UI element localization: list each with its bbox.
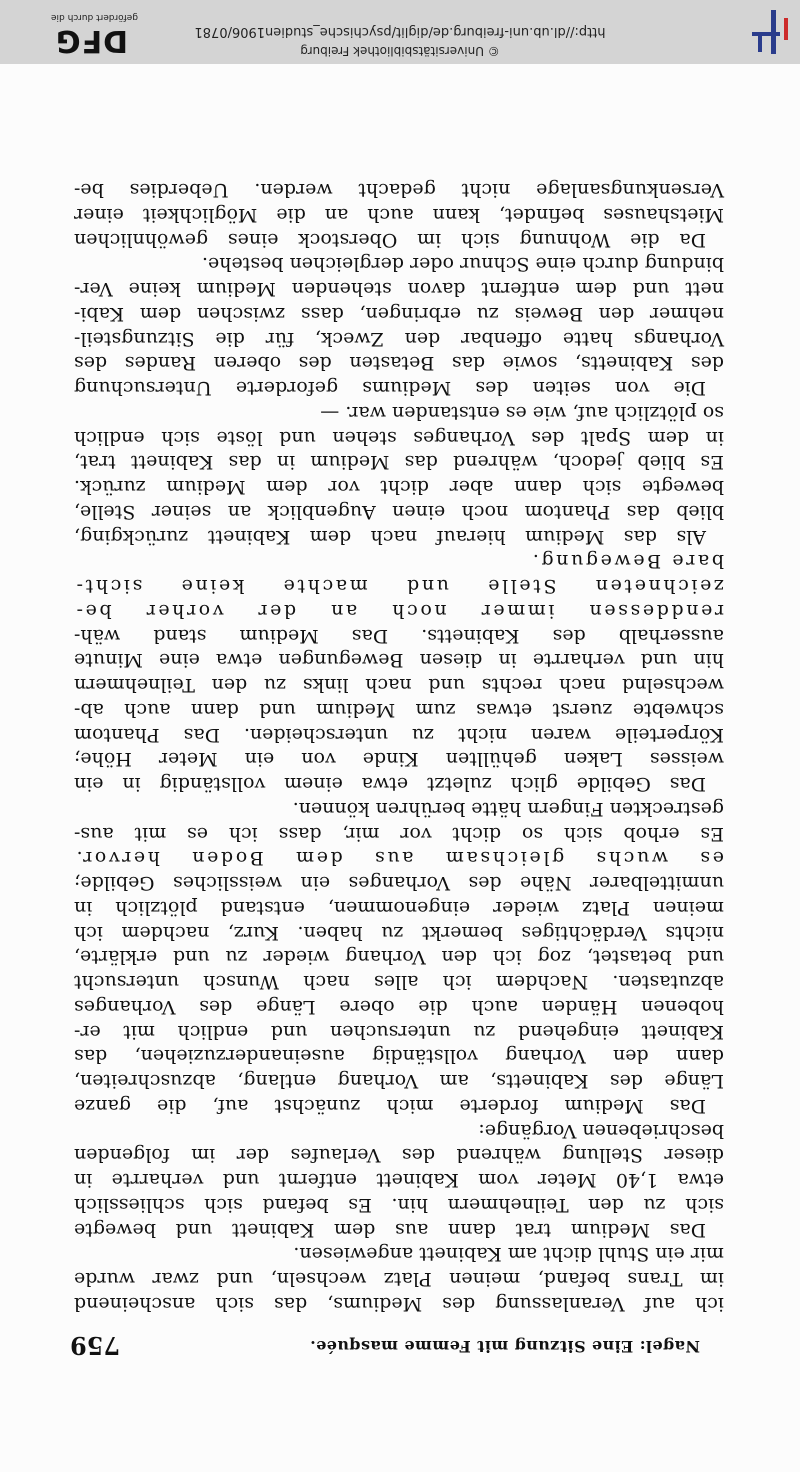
page-number: 759 bbox=[70, 1331, 121, 1360]
text-line: meinen Platz wieder eingenommen, entstand plötzlich in bbox=[74, 897, 724, 919]
text-line: Das Gebilde glich zuletzt etwa einem vollständig in ein bbox=[74, 773, 706, 796]
text-line: und betastet, zog ich den Vorhang wieder zu und erklärte, bbox=[74, 946, 724, 969]
ub-freiburg-logo-icon[interactable] bbox=[750, 6, 792, 58]
text-line: unmittelbarer Nähe des Vorhanges ein weissliches Gebilde; bbox=[74, 872, 724, 895]
text-line: hin und verharrte in diesen Bewegungen etwa eine Minute bbox=[74, 649, 724, 672]
text-line: Die von seiten des Mediums geforderte Untersuchung bbox=[74, 377, 706, 400]
text-line: etwa 1,40 Meter vom Kabinett entfernt und verharrte in bbox=[74, 1169, 724, 1192]
text-line: es wuchs gleichsam aus dem Boden hervor. bbox=[74, 847, 724, 870]
footer-text bbox=[190, 20, 610, 60]
text-line: Mietshauses befindet, kann auch an die Möglichkeit einer bbox=[74, 204, 724, 226]
running-head-title: Nagel: Eine Sitzung mit Femme masquée. bbox=[309, 1337, 700, 1356]
running-head bbox=[70, 1326, 700, 1360]
text-line: bewegte sich dann aber dicht vor dem Medium zurück. bbox=[74, 476, 724, 499]
text-line: mir ein Stuhl dicht am Kabinett angewiesen. bbox=[293, 1243, 724, 1266]
dfg-logo[interactable] bbox=[14, 12, 138, 58]
footer-url-link[interactable]: http://dl.ub.uni-freiburg.de/diglit/psychische_studien1906/0781 bbox=[194, 24, 606, 39]
text-line: so plötzlich auf, wie es entstanden war. — bbox=[320, 402, 724, 424]
body-text bbox=[74, 178, 724, 1317]
text-line: Kabinett eingehend zu untersuchen und endlich mit er- bbox=[74, 1020, 724, 1043]
text-line: des Kabinetts, sowie das Betasten des oberen Randes des bbox=[74, 352, 724, 375]
text-line: Versenkungsanlage nicht gedacht werden. Ueberdies be- bbox=[74, 179, 724, 202]
text-line: zeichneten Stelle und machte keine sicht- bbox=[74, 575, 724, 598]
text-line: Länge des Kabinetts, am Vorhang entlang, abzuschreiten, bbox=[74, 1070, 724, 1093]
text-line: ich auf Veranlassung des Mediums, das sich anscheinend bbox=[74, 1293, 724, 1315]
text-line: Es blieb jedoch, während das Medium in das Kabinett trat, bbox=[74, 451, 724, 474]
text-line: bindung durch eine Schnur oder dergleichen bestehe. bbox=[201, 253, 724, 276]
text-line: Da die Wohnung sich im Oberstock eines gewöhnlichen bbox=[74, 228, 706, 251]
text-line: wechselnd nach rechts und nach links zu den Teilnehmern bbox=[74, 674, 724, 697]
text-line: gestreckten Fingern hätte berühren können. bbox=[292, 798, 724, 820]
dfg-logo-mark: DFG bbox=[54, 23, 128, 58]
text-line: Es erhob sich so dicht vor mir, dass ich es mit aus- bbox=[74, 822, 724, 845]
text-line: Das Medium trat dann aus dem Kabinett und bewegte bbox=[74, 1218, 706, 1241]
text-line: blieb das Phantom noch einen Augenblick an seiner Stelle, bbox=[74, 501, 724, 523]
text-line: dann den Vorhang vollständig auseinanderzuziehen, das bbox=[74, 1045, 724, 1068]
text-line: hobenen Händen auch die obere Länge des Vorhanges bbox=[74, 996, 724, 1018]
dfg-logo-subtitle: gefördert durch die bbox=[51, 12, 138, 22]
text-line: nehmer den Beweis zu erbringen, dass zwischen dem Kabi- bbox=[74, 303, 724, 325]
footer-copyright: © Universitätsbibliothek Freiburg bbox=[300, 44, 500, 58]
text-line: sich zu den Teilnehmern hin. Es befand sich schliesslich bbox=[74, 1194, 724, 1216]
text-line: bare Bewegung. bbox=[530, 550, 724, 573]
text-line: Vorhangs hatte offenbar den Zweck, für die Sitzungsteil- bbox=[74, 327, 724, 350]
text-line: abzutasten. Nachdem ich alles nach Wunsch untersucht bbox=[74, 971, 724, 994]
text-line: nett und dem entfernt davon stehenden Medium keine Ver- bbox=[74, 278, 724, 301]
text-line: schwebte zuerst etwas zum Medium und dann auch ab- bbox=[74, 699, 724, 721]
text-line: Das Medium forderte mich zunächst auf, die ganze bbox=[74, 1095, 706, 1117]
text-line: im Trans befand, meinen Platz wechseln, und zwar wurde bbox=[74, 1268, 724, 1291]
text-line: in dem Spalt des Vorhanges stehen und löste sich endlich bbox=[74, 426, 724, 449]
text-line: Körperteile waren nicht zu unterscheiden. Das Phantom bbox=[74, 723, 724, 746]
text-line: Als das Medium hierauf nach dem Kabinett zurückging, bbox=[74, 525, 706, 548]
text-line: beschriebenen Vorgänge: bbox=[478, 1119, 724, 1142]
footer-bar bbox=[0, 0, 800, 64]
scanned-page bbox=[0, 64, 800, 1472]
text-line: weisses Laken gehüllten Kinde von ein Meter Höhe; bbox=[74, 748, 724, 771]
text-line: dieser Stellung während des Verlaufes der im folgenden bbox=[74, 1144, 724, 1167]
text-line: renddessen immer noch an der vorher be- bbox=[74, 600, 724, 622]
text-line: nichts Verdächtiges bemerkt zu haben. Kurz, nachdem ich bbox=[74, 921, 724, 944]
text-line: ausserhalb des Kabinetts. Das Medium stand wäh- bbox=[74, 624, 724, 647]
